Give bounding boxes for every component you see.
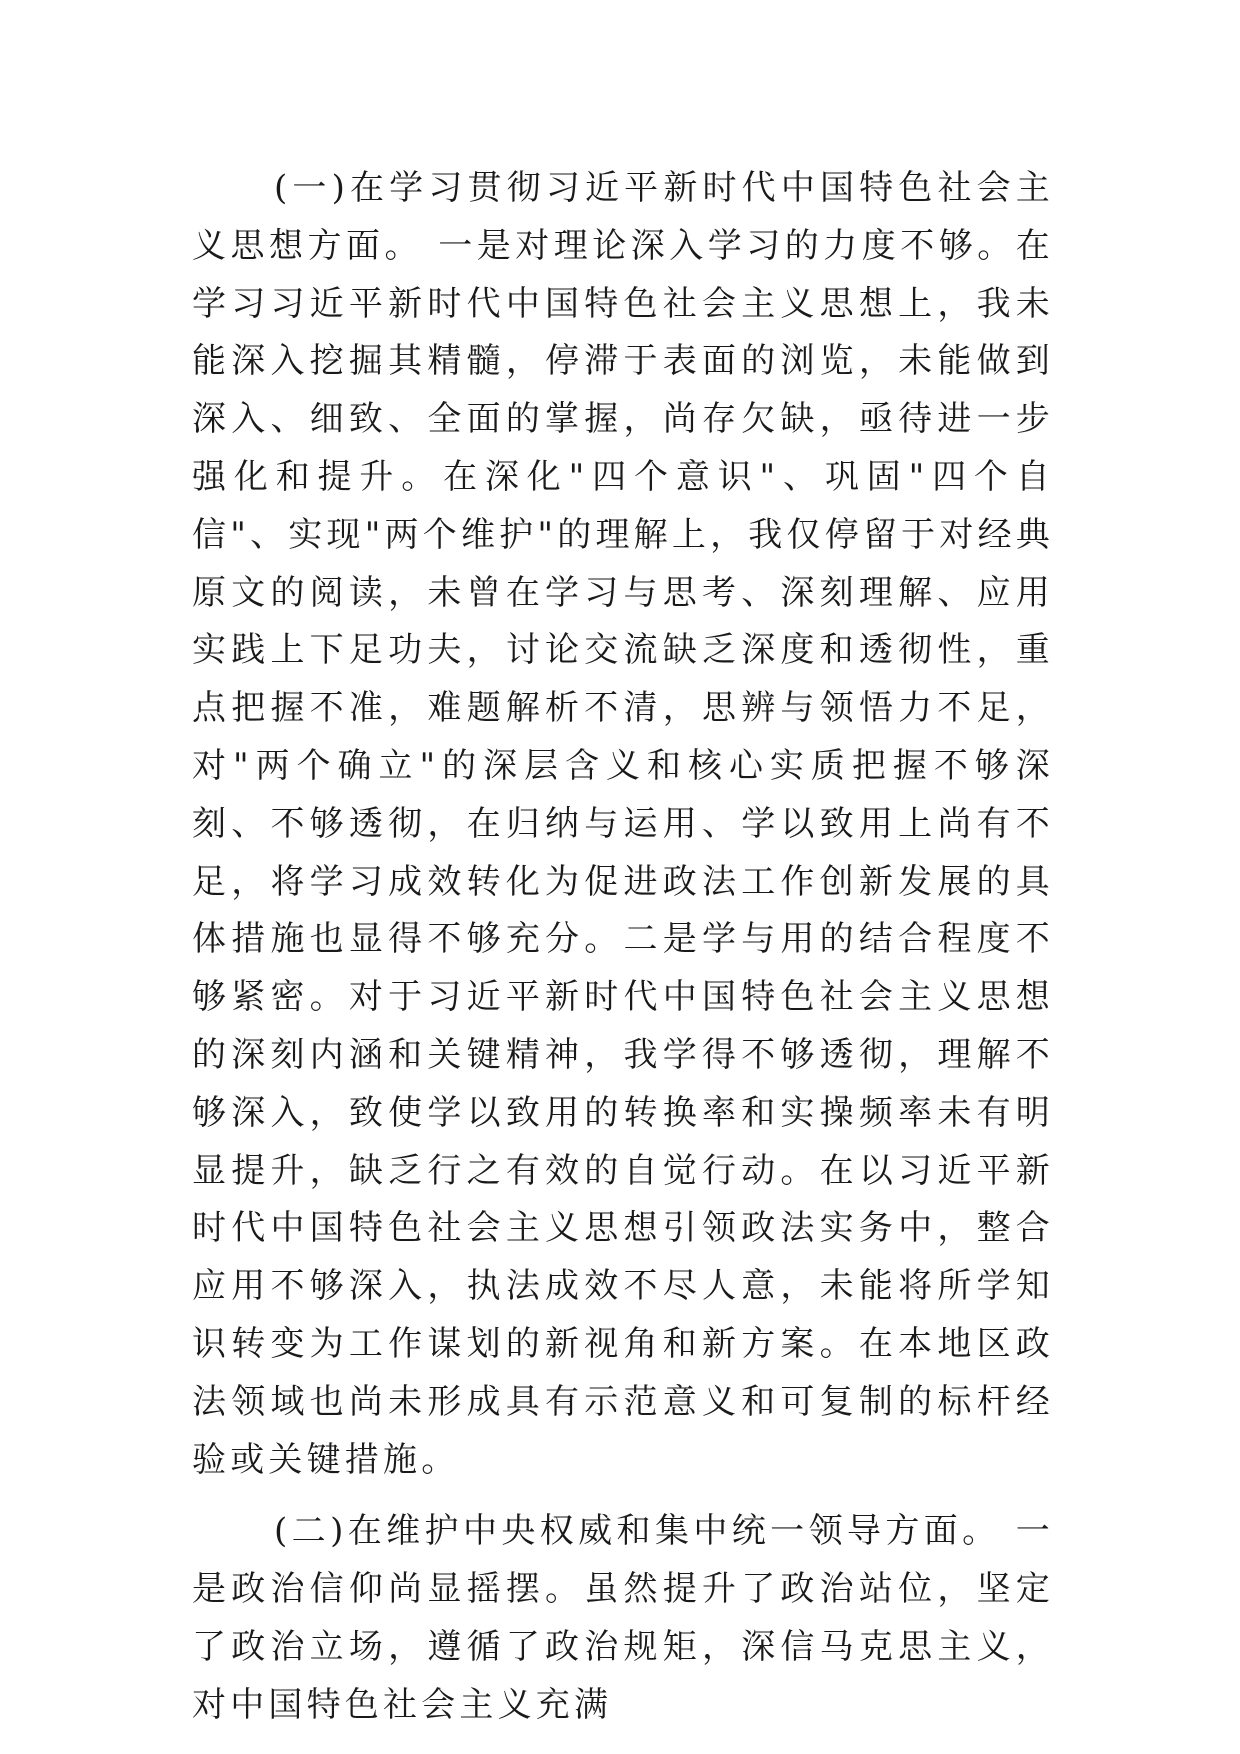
document-page: [192, 160, 1054, 1735]
paragraph-section-1: (一)在学习贯彻习近平新时代中国特色社会主义思想方面。 一是对理论深入学习的力度不够。在学习习近平新时代中国特色社会主义思想上，我未能深入挖掘其精髓，停滞于表面的浏览，未能做到深入、细致、全面的掌握，尚存欠缺，亟待进一步强化和提升。在深化"四个意识"、巩固"四个自信"、实现"两个维护"的理解上，我仅停留于对经典原文的阅读，未曾在学习与思考、深刻理解、应用实践上下足功夫，讨论交流缺乏深度和透彻性，重点把握不准，难题解析不清，思辨与领悟力不足，对"两个确立"的深层含义和核心实质把握不够深刻、不够透彻，在归纳与运用、学以致用上尚有不足，将学习成效转化为促进政法工作创新发展的具体措施也显得不够充分。二是学与用的结合程度不够紧密。对于习近平新时代中国特色社会主义思想的深刻内涵和关键精神，我学得不够透彻，理解不够深入，致使学以致用的转换率和实操频率未有明显提升，缺乏行之有效的自觉行动。在以习近平新时代中国特色社会主义思想引领政法实务中，整合应用不够深入，执法成效不尽人意，未能将所学知识转变为工作谋划的新视角和新方案。在本地区政法领域也尚未形成具有示范意义和可复制的标杆经验或关键措施。: [192, 168, 1054, 1480]
paragraph-section-2: (二)在维护中央权威和集中统一领导方面。 一是政治信仰尚显摇摆。虽然提升了政治站位，坚定了政治立场，遵循了政治规矩，深信马克思主义，对中国特色社会主义充满: [192, 1511, 1054, 1725]
